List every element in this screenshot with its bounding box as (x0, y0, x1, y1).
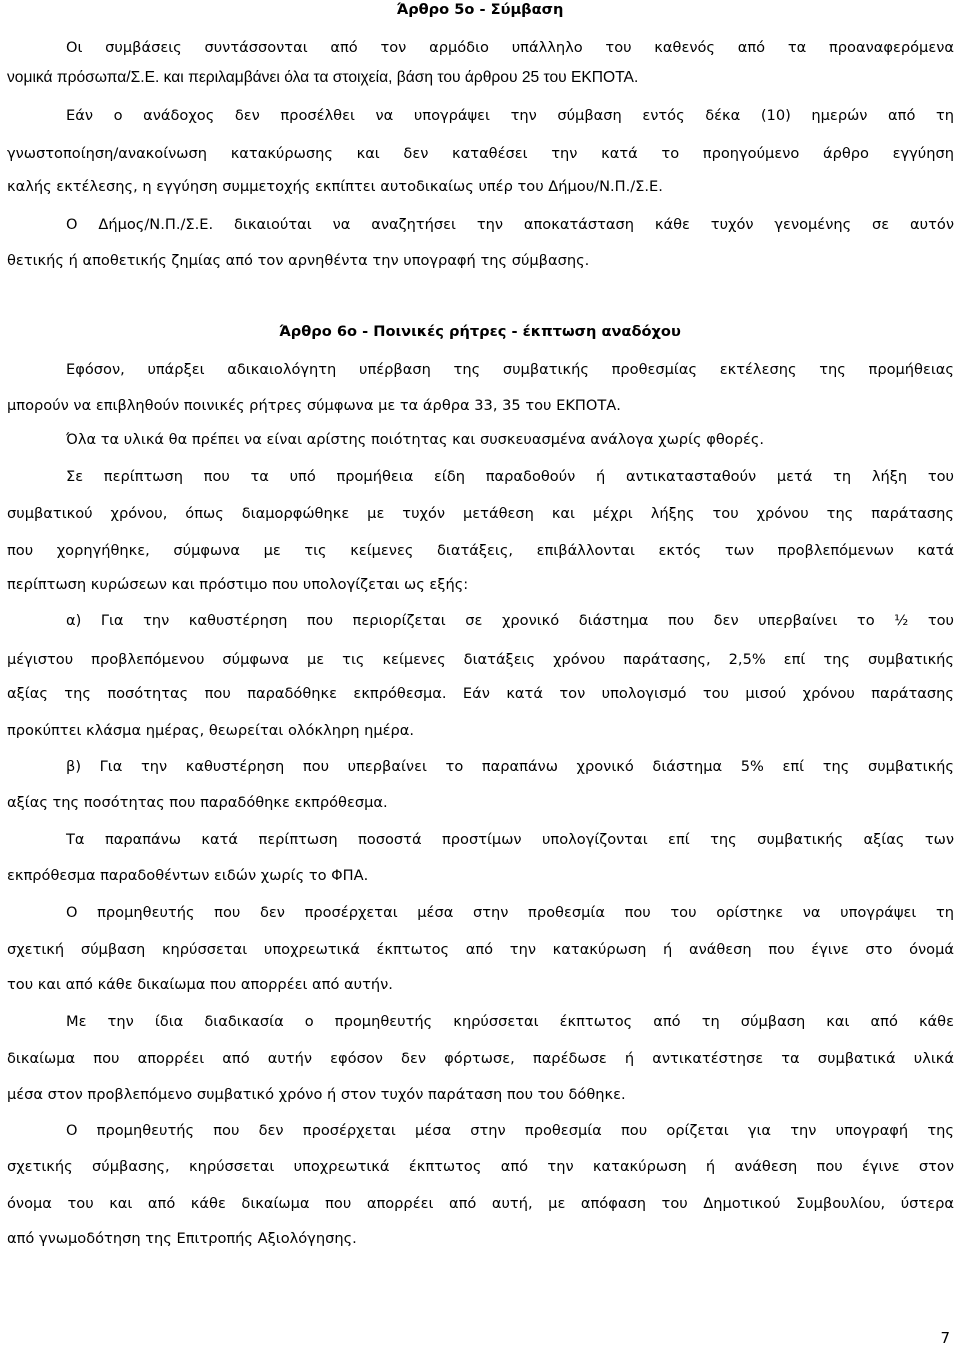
article-6-paragraph-3-line-1: Σε περίπτωση που τα υπό προμήθεια είδη παραδοθούν ή αντικατασταθούν μετά τη λήξη του (66, 468, 954, 485)
article-6-paragraph-4-line-2: μέγιστου προβλεπόμενου σύμφωνα με τις κείμενες διατάξεις χρόνου παράτασης, 2,5% επί της συμβατικής (7, 651, 954, 668)
article-6-paragraph-3-line-3: που χορηγήθηκε, σύμφωνα με τις κείμενες διατάξεις, επιβάλλονται εκτός των προβλεπόμενων κατά (7, 542, 954, 559)
article-6-paragraph-8-line-1: Με την ίδια διαδικασία ο προμηθευτής κηρύσσεται έκπτωτος από τη σύμβαση και από κάθε (66, 1013, 954, 1030)
article-6-paragraph-7-line-2: σχετική σύμβαση κηρύσσεται υποχρεωτικά έκπτωτος από την κατακύρωση ή ανάθεση που έγινε στο όνομά (7, 941, 954, 958)
article-6-paragraph-9-line-4: από γνωμοδότηση της Επιτροπής Αξιολόγησης. (7, 1230, 357, 1247)
article-6-paragraph-8-line-2: δικαίωμα που απορρέει από αυτήν εφόσον δεν φόρτωσε, παρέδωσε ή αντικατέστησε τα συμβατικά υλικά (7, 1050, 954, 1067)
article-5-paragraph-3-line-1: Ο Δήμος/Ν.Π./Σ.Ε. δικαιούται να αναζητήσει την αποκατάσταση κάθε τυχόν γενομένης σε αυτόν (66, 216, 954, 233)
article-6-paragraph-3-line-2: συμβατικού χρόνου, όπως διαμορφώθηκε με τυχόν μετάθεση και μέχρι λήξης του χρόνου της παράτασης (7, 505, 954, 522)
article-6-paragraph-9-line-2: σχετικής σύμβασης, κηρύσσεται υποχρεωτικά έκπτωτος από την κατακύρωση ή ανάθεση που έγινε στον (7, 1158, 954, 1175)
article-6-paragraph-4-line-4: προκύπτει κλάσμα ημέρας, θεωρείται ολόκληρη ημέρα. (7, 722, 415, 739)
article-6-paragraph-4-line-3: αξίας της ποσότητας που παραδόθηκε εκπρόθεσμα. Εάν κατά τον υπολογισμό του μισού χρόνου παράτασης (7, 685, 954, 702)
article-5-paragraph-1-line-1: Οι συμβάσεις συντάσσονται από τον αρμόδιο υπάλληλο του καθενός από τα προαναφερόμενα (66, 39, 954, 56)
page-number: 7 (940, 1329, 950, 1347)
article-6-paragraph-9-line-3: όνομα του και από κάθε δικαίωμα που απορρέει από αυτή, με απόφαση του Δημοτικού Συμβουλίου, ύστερα (7, 1195, 954, 1212)
article-6-paragraph-8-line-3: μέσα στον προβλεπόμενο συμβατικό χρόνο ή στον τυχόν παράταση που του δόθηκε. (7, 1086, 626, 1103)
article-5-paragraph-3-line-2: θετικής ή αποθετικής ζημίας από τον αρνηθέντα την υπογραφή της σύμβασης. (7, 252, 590, 269)
article-6-paragraph-5-line-2: αξίας της ποσότητας που παραδόθηκε εκπρόθεσμα. (7, 794, 388, 811)
article-5-paragraph-1-line-2: νομικά πρόσωπα/Σ.Ε. και περιλαμβάνει όλα τα στοιχεία, βάση του άρθρου 25 του ΕΚΠΟΤΑ. (7, 69, 639, 86)
article-6-paragraph-6-line-1: Τα παραπάνω κατά περίπτωση ποσοστά προστίμων υπολογίζονται επί της συμβατικής αξίας των (66, 831, 954, 848)
article-6-paragraph-7-line-1: Ο προμηθευτής που δεν προσέρχεται μέσα στην προθεσμία που του ορίστηκε να υπογράψει τη (66, 904, 954, 921)
article-6-title: Άρθρο 6ο - Ποινικές ρήτρες - έκπτωση αναδόχου (279, 323, 681, 340)
article-6-paragraph-1-line-2: μπορούν να επιβληθούν ποινικές ρήτρες σύμφωνα με τα άρθρα 33, 35 του ΕΚΠΟΤΑ. (7, 397, 621, 414)
article-5-paragraph-2-line-2: γνωστοποίηση/ανακοίνωση κατακύρωσης και δεν καταθέσει την κατά το προηγούμενο άρθρο εγγύηση (7, 145, 954, 162)
article-5-paragraph-2-line-3: καλής εκτέλεσης, η εγγύηση συμμετοχής εκπίπτει αυτοδικαίως υπέρ του Δήμου/Ν.Π./Σ.Ε. (7, 178, 663, 195)
article-6-paragraph-3-line-4: περίπτωση κυρώσεων και πρόστιμο που υπολογίζεται ως εξής: (7, 576, 469, 593)
article-6-paragraph-2-line-1: Όλα τα υλικά θα πρέπει να είναι αρίστης ποιότητας και συσκευασμένα ανάλογα χωρίς φθορές. (66, 431, 765, 448)
article-6-paragraph-6-line-2: εκπρόθεσμα παραδοθέντων ειδών χωρίς το ΦΠΑ. (7, 867, 369, 884)
article-5-paragraph-2-line-1: Εάν ο ανάδοχος δεν προσέλθει να υπογράψει την σύμβαση εντός δέκα (10) ημερών από τη (66, 107, 954, 124)
article-5-title: Άρθρο 5ο - Σύμβαση (396, 1, 564, 18)
article-6-paragraph-5-line-1: β) Για την καθυστέρηση που υπερβαίνει το παραπάνω χρονικό διάστημα 5% επί της συμβατικής (66, 758, 954, 775)
article-6-paragraph-1-line-1: Εφόσον, υπάρξει αδικαιολόγητη υπέρβαση της συμβατικής προθεσμίας εκτέλεσης της προμήθειας (66, 361, 954, 378)
article-6-paragraph-9-line-1: Ο προμηθευτής που δεν προσέρχεται μέσα στην προθεσμία που ορίζεται για την υπογραφή της (66, 1122, 954, 1139)
article-6-paragraph-4-line-1: α) Για την καθυστέρηση που περιορίζεται σε χρονικό διάστημα που δεν υπερβαίνει το ½ του (66, 612, 954, 629)
article-6-paragraph-7-line-3: του και από κάθε δικαίωμα που απορρέει από αυτήν. (7, 976, 393, 993)
